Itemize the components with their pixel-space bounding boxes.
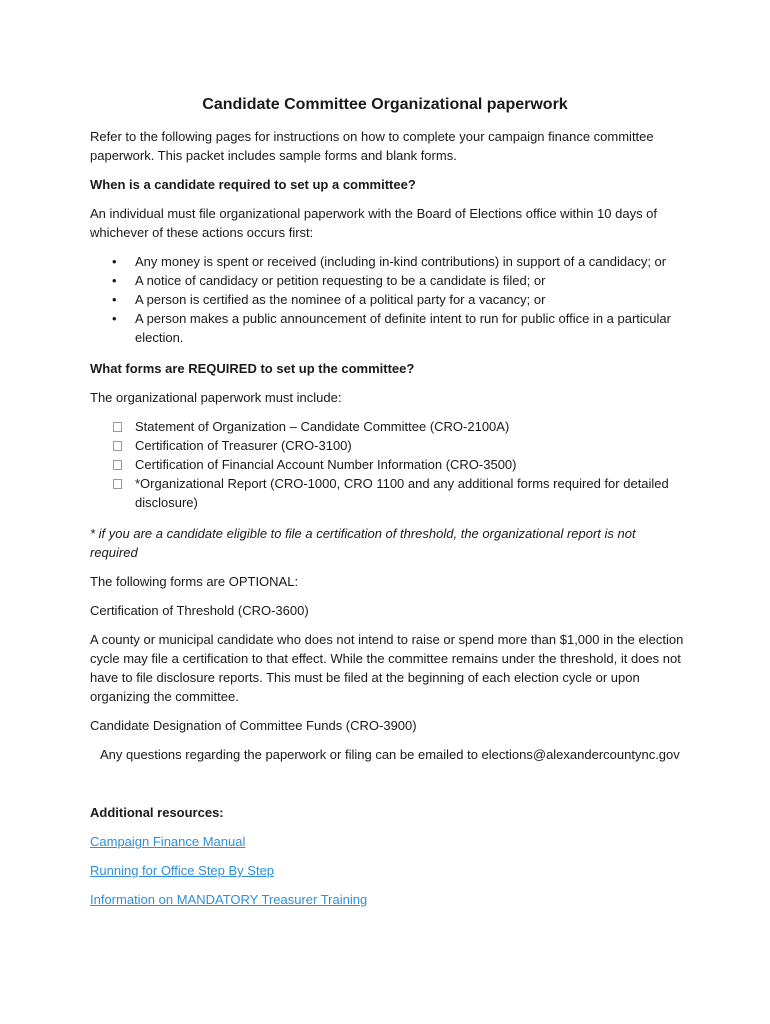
list-item: Statement of Organization – Candidate Committee (CRO-2100A) xyxy=(90,417,686,436)
checkbox-icon xyxy=(113,479,122,489)
resource-item xyxy=(90,861,686,880)
resource-item xyxy=(90,832,686,851)
section-required-text: The organizational paperwork must include: xyxy=(90,390,342,405)
list-item: • A person is certified as the nominee of a political party for a vacancy; or xyxy=(112,292,546,307)
section-when-text: An individual must file organizational paperwork with the Board of Elections office within 10 days of whichever of these actions occurs first: xyxy=(90,206,658,240)
section-heading-required: What forms are REQUIRED to set up the committee? xyxy=(90,361,415,376)
threshold-footnote: * if you are a candidate eligible to file a certification of threshold, the organizational report is not required xyxy=(90,526,636,560)
threshold-description: A county or municipal candidate who does not intend to raise or spend more than $1,000 in the election cycle may file a certification to that effect. While the committee remains under the threshold, it does not have to file disclosure reports. This must be filed at the beginning of each election cycle or upon organizing the committee. xyxy=(90,632,684,704)
optional-form-designation: Candidate Designation of Committee Funds (CRO-3900) xyxy=(90,718,417,733)
list-item: • A person makes a public announcement of definite intent to run for public office in a particular election. xyxy=(112,311,671,345)
list-item: • Any money is spent or received (including in-kind contributions) in support of a candidacy; or xyxy=(112,254,667,269)
bullet-icon: • xyxy=(112,273,117,288)
page-title: Candidate Committee Organizational paperwork xyxy=(202,96,568,113)
trigger-actions-list xyxy=(90,252,686,347)
checkbox-icon xyxy=(113,460,122,470)
optional-heading: The following forms are OPTIONAL: xyxy=(90,574,299,589)
treasurer-training-link[interactable]: Information on MANDATORY Treasurer Training xyxy=(90,892,368,907)
optional-form-threshold: Certification of Threshold (CRO-3600) xyxy=(90,603,309,618)
list-item: Certification of Financial Account Number Information (CRO-3500) xyxy=(90,455,686,474)
checkbox-icon xyxy=(113,441,122,451)
resource-item xyxy=(90,890,686,909)
resources-heading: Additional resources: xyxy=(90,805,224,820)
bullet-icon: • xyxy=(112,311,117,326)
bullet-icon: • xyxy=(112,292,117,307)
list-item: *Organizational Report (CRO-1000, CRO 1100 and any additional forms required for detailed disclosure) xyxy=(90,474,686,512)
checkbox-icon xyxy=(113,422,122,432)
list-item: • A notice of candidacy or petition requesting to be a candidate is filed; or xyxy=(112,273,546,288)
campaign-finance-manual-link[interactable]: Campaign Finance Manual xyxy=(90,834,246,849)
list-item: Certification of Treasurer (CRO-3100) xyxy=(90,436,686,455)
required-forms-list xyxy=(90,417,686,512)
section-heading-when: When is a candidate required to set up a committee? xyxy=(90,177,416,192)
running-for-office-link[interactable]: Running for Office Step By Step xyxy=(90,863,275,878)
bullet-icon: • xyxy=(112,254,117,269)
questions-contact: Any questions regarding the paperwork or filing can be emailed to elections@alexandercountync.gov xyxy=(100,747,680,762)
intro-paragraph: Refer to the following pages for instructions on how to complete your campaign finance committee paperwork. This packet includes sample forms and blank forms. xyxy=(90,129,654,163)
